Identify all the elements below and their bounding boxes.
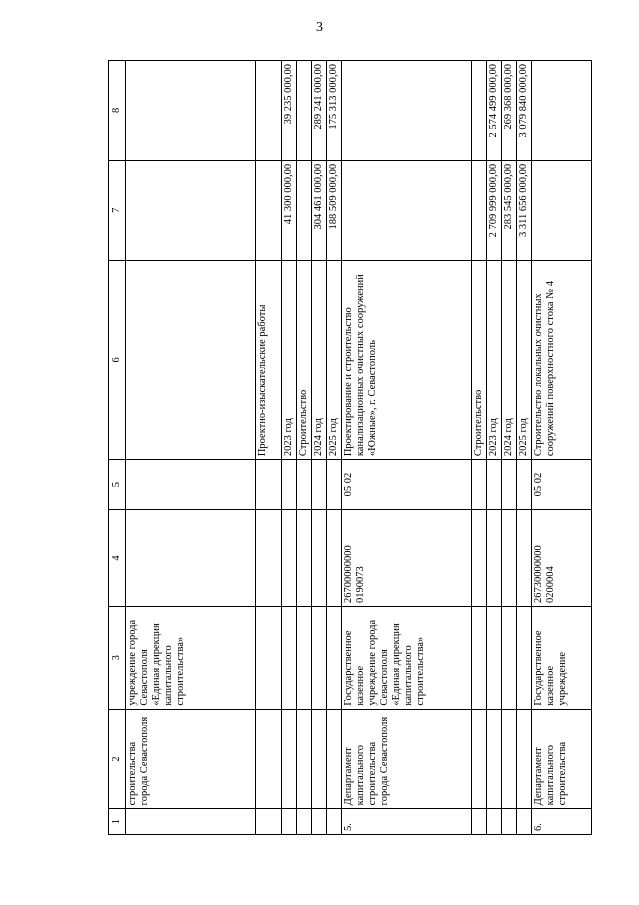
table-cell: 269 368 000,00 — [502, 61, 517, 161]
table-cell: Проектирование и строительство канализационных очистных сооружений «Южные», г. Севастополь — [342, 260, 472, 460]
table-cell: 188 509 000,00 — [327, 160, 342, 260]
table-cell — [487, 460, 502, 510]
table-cell: Департамент капитального строительства города Севастополя — [342, 709, 472, 809]
table-cell — [517, 809, 532, 835]
table-cell — [256, 606, 282, 709]
table-cell — [517, 460, 532, 510]
table-row — [282, 61, 297, 835]
table-cell — [517, 510, 532, 607]
rotated-table-container — [108, 60, 568, 835]
table-cell: Департамент капитального строительства — [532, 709, 592, 809]
table-cell: 3 079 840 000,00 — [517, 61, 532, 161]
table-cell — [342, 160, 472, 260]
table-cell: 39 235 000,00 — [282, 61, 297, 161]
table-row — [297, 61, 312, 835]
table-cell — [502, 606, 517, 709]
table-cell — [517, 709, 532, 809]
table-cell: 304 461 000,00 — [312, 160, 327, 260]
table-row — [327, 61, 342, 835]
table-cell: 2025 год — [517, 260, 532, 460]
table-cell — [502, 709, 517, 809]
table-row — [312, 61, 327, 835]
table-cell — [487, 606, 502, 709]
table-cell: 175 313 000,00 — [327, 61, 342, 161]
table-row — [472, 61, 487, 835]
table-row — [517, 61, 532, 835]
table-cell — [502, 809, 517, 835]
table-cell — [312, 809, 327, 835]
table-row — [342, 61, 472, 835]
table-cell — [312, 709, 327, 809]
table-cell — [472, 460, 487, 510]
table-cell: Проектно-изыскательские работы — [256, 260, 282, 460]
table-cell: 2025 год — [327, 260, 342, 460]
table-cell: 6. — [532, 809, 592, 835]
table-cell — [327, 606, 342, 709]
header-cell: 5 — [109, 460, 126, 510]
table-cell — [327, 460, 342, 510]
table-cell: 289 241 000,00 — [312, 61, 327, 161]
header-cell: 1 — [109, 809, 126, 835]
table-cell — [532, 61, 592, 161]
table-cell — [312, 606, 327, 709]
table-cell — [126, 460, 256, 510]
table-cell: 26700000000 0190073 — [342, 510, 472, 607]
table-cell — [282, 809, 297, 835]
table-cell — [256, 809, 282, 835]
table-cell: учреждение города Севастополя «Единая дирекция капитального строительства» — [126, 606, 256, 709]
header-cell: 2 — [109, 709, 126, 809]
table-cell — [126, 260, 256, 460]
table-cell — [256, 460, 282, 510]
table-cell: 283 545 000,00 — [502, 160, 517, 260]
table-cell: 26730000000 0200004 — [532, 510, 592, 607]
table-cell — [312, 460, 327, 510]
table-row — [487, 61, 502, 835]
table-cell: Государственное казенное учреждение — [532, 606, 592, 709]
header-cell: 3 — [109, 606, 126, 709]
table-cell — [256, 160, 282, 260]
page-number: 3 — [316, 20, 323, 35]
header-cell: 8 — [109, 61, 126, 161]
table-cell: 3 311 656 000,00 — [517, 160, 532, 260]
table-cell — [282, 460, 297, 510]
table-cell — [327, 709, 342, 809]
table-cell — [297, 510, 312, 607]
table-cell — [502, 460, 517, 510]
table-cell — [282, 510, 297, 607]
table-cell — [297, 606, 312, 709]
table-cell — [256, 709, 282, 809]
table-cell: Строительство — [297, 260, 312, 460]
table-cell — [472, 809, 487, 835]
table-cell — [472, 606, 487, 709]
table-cell — [487, 809, 502, 835]
table-row — [502, 61, 517, 835]
table-cell — [256, 61, 282, 161]
table-cell — [297, 709, 312, 809]
table-cell — [312, 510, 327, 607]
table-cell — [282, 606, 297, 709]
table-cell: 2 709 999 000,00 — [487, 160, 502, 260]
table-cell: Государственное казенное учреждение города Севастополя «Единая дирекция капитального строительства» — [342, 606, 472, 709]
table-cell — [502, 510, 517, 607]
table-cell — [532, 160, 592, 260]
table-cell — [487, 709, 502, 809]
table-cell — [297, 160, 312, 260]
table-cell — [472, 160, 487, 260]
table-cell — [282, 709, 297, 809]
table-cell: строительства города Севастополя — [126, 709, 256, 809]
table-cell — [487, 510, 502, 607]
table-cell — [256, 510, 282, 607]
table-cell: 05 02 — [342, 460, 472, 510]
table-cell — [472, 510, 487, 607]
table-cell — [327, 510, 342, 607]
table-cell — [126, 160, 256, 260]
table-cell — [126, 61, 256, 161]
table-cell — [342, 61, 472, 161]
table-cell: Строительство локальных очистных сооружений поверхностного стока № 4 — [532, 260, 592, 460]
budget-table — [108, 60, 592, 835]
header-cell: 7 — [109, 160, 126, 260]
table-cell: 2023 год — [282, 260, 297, 460]
header-row — [109, 61, 126, 835]
table-cell: 41 300 000,00 — [282, 160, 297, 260]
header-cell: 6 — [109, 260, 126, 460]
table-cell: 2024 год — [502, 260, 517, 460]
table-cell — [472, 61, 487, 161]
table-row — [256, 61, 282, 835]
header-cell: 4 — [109, 510, 126, 607]
table-cell: 2024 год — [312, 260, 327, 460]
table-row — [532, 61, 592, 835]
table-cell — [517, 606, 532, 709]
table-cell — [297, 809, 312, 835]
table-cell — [297, 61, 312, 161]
table-cell — [297, 460, 312, 510]
table-cell — [126, 809, 256, 835]
table-cell: 5. — [342, 809, 472, 835]
table-cell: Строительство — [472, 260, 487, 460]
table-cell — [472, 709, 487, 809]
table-cell: 2 574 499 000,00 — [487, 61, 502, 161]
table-cell: 05 02 — [532, 460, 592, 510]
table-row — [126, 61, 256, 835]
table-cell — [126, 510, 256, 607]
table-cell — [327, 809, 342, 835]
table-cell: 2023 год — [487, 260, 502, 460]
